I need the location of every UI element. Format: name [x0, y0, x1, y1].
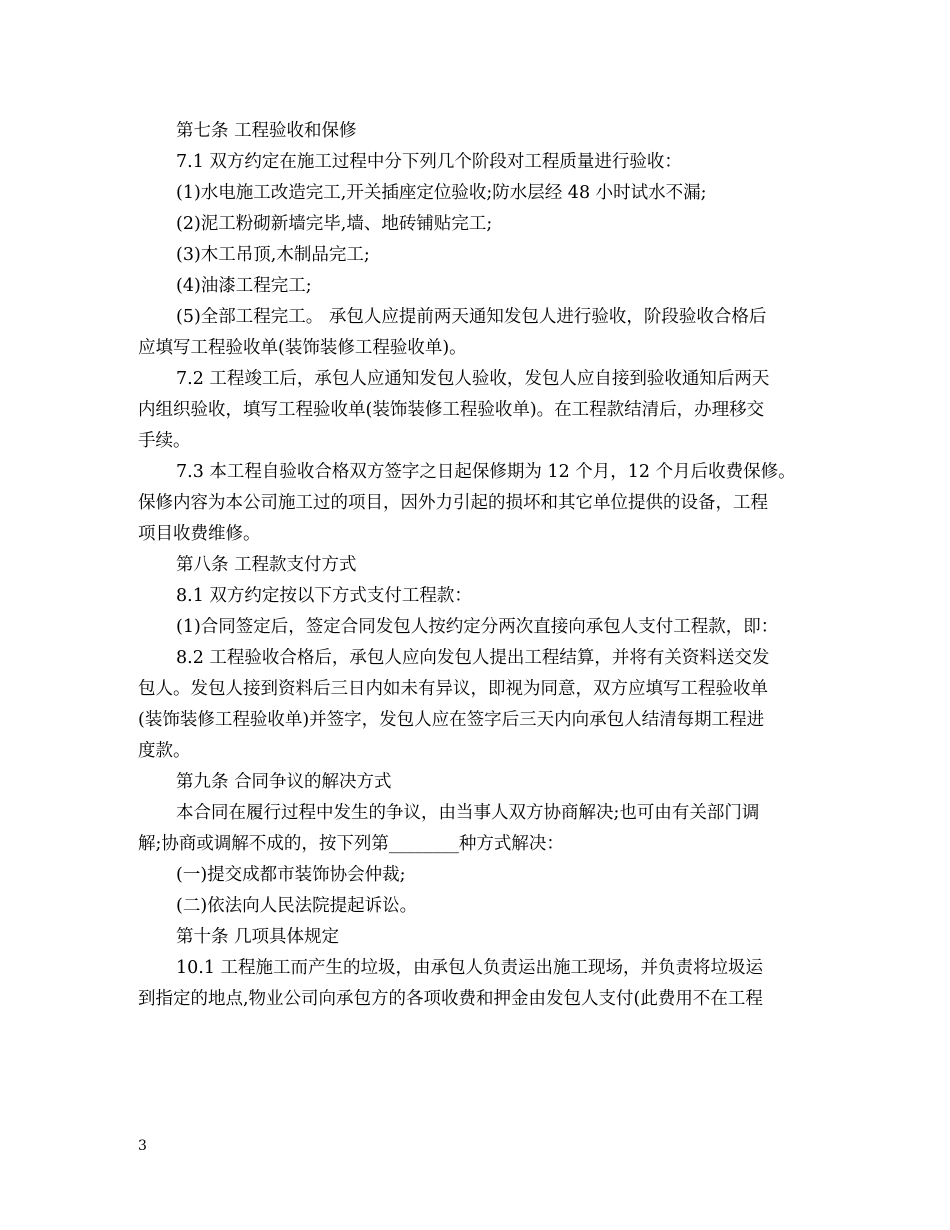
text-line: 第八条 工程款支付方式: [176, 555, 357, 575]
text-line: (1)水电施工改造完工,开关插座定位验收;防水层经 48 小时试水不漏;: [176, 183, 707, 203]
text-line: 10.1 工程施工而产生的垃圾，由承包人负责运出施工现场，并负责将垃圾运: [176, 958, 764, 978]
text-line: 第九条 合同争议的解决方式: [176, 772, 392, 792]
text-line: (2)泥工粉砌新墙完毕,墙、地砖铺贴完工;: [176, 214, 493, 234]
text-line: 内组织验收，填写工程验收单(装饰装修工程验收单)。在工程款结清后，办理移交: [138, 400, 765, 420]
text-line: 7.3 本工程自验收合格双方签字之日起保修期为 12 个月，12 个月后收费保修。: [176, 462, 796, 482]
text-line: 手续。: [138, 431, 191, 451]
text-line: (4)油漆工程完工;: [176, 276, 312, 296]
document-body: [138, 116, 822, 1015]
text-line: (二)依法向人民法院提起诉讼。: [176, 896, 418, 916]
text-line: 7.1 双方约定在施工过程中分下列几个阶段对工程质量进行验收：: [176, 152, 682, 172]
text-line: (一)提交成都市装饰协会仲裁;: [176, 865, 406, 885]
text-line: 8.2 工程验收合格后，承包人应向发包人提出工程结算，并将有关资料送交发: [176, 648, 770, 668]
text-line: 第七条 工程验收和保修: [176, 121, 357, 141]
text-line: 8.1 双方约定按以下方式支付工程款：: [176, 586, 472, 606]
text-line: 度款。: [138, 741, 191, 761]
text-line: 保修内容为本公司施工过的项目，因外力引起的损坏和其它单位提供的设备，工程: [138, 493, 768, 513]
text-line: 项目收费维修。: [138, 524, 261, 544]
text-line: (1)合同签定后，签定合同发包人按约定分两次直接向承包人支付工程款，即：: [176, 617, 779, 637]
text-line: (3)木工吊顶,木制品完工;: [176, 245, 370, 265]
text-line: 第十条 几项具体规定: [176, 927, 340, 947]
text-line: 本合同在履行过程中发生的争议，由当事人双方协商解决;也可由有关部门调: [176, 803, 760, 823]
text-line: 解;协商或调解不成的，按下列第________种方式解决：: [138, 834, 564, 854]
text-line: 到指定的地点,物业公司向承包方的各项收费和押金由发包人支付(此费用不在工程: [138, 989, 763, 1009]
text-line: 包人。发包人接到资料后三日内如未有异议，即视为同意，双方应填写工程验收单: [138, 679, 768, 699]
text-line: 7.2 工程竣工后，承包人应通知发包人验收，发包人应自接到验收通知后两天: [176, 369, 770, 389]
page-number: 3: [138, 1138, 147, 1154]
text-line: (装饰装修工程验收单)并签字，发包人应在签字后三天内向承包人结清每期工程进: [138, 710, 765, 730]
text-line: (5)全部工程完工。 承包人应提前两天通知发包人进行验收，阶段验收合格后: [176, 307, 767, 327]
text-line: 应填写工程验收单(装饰装修工程验收单)。: [138, 338, 467, 358]
